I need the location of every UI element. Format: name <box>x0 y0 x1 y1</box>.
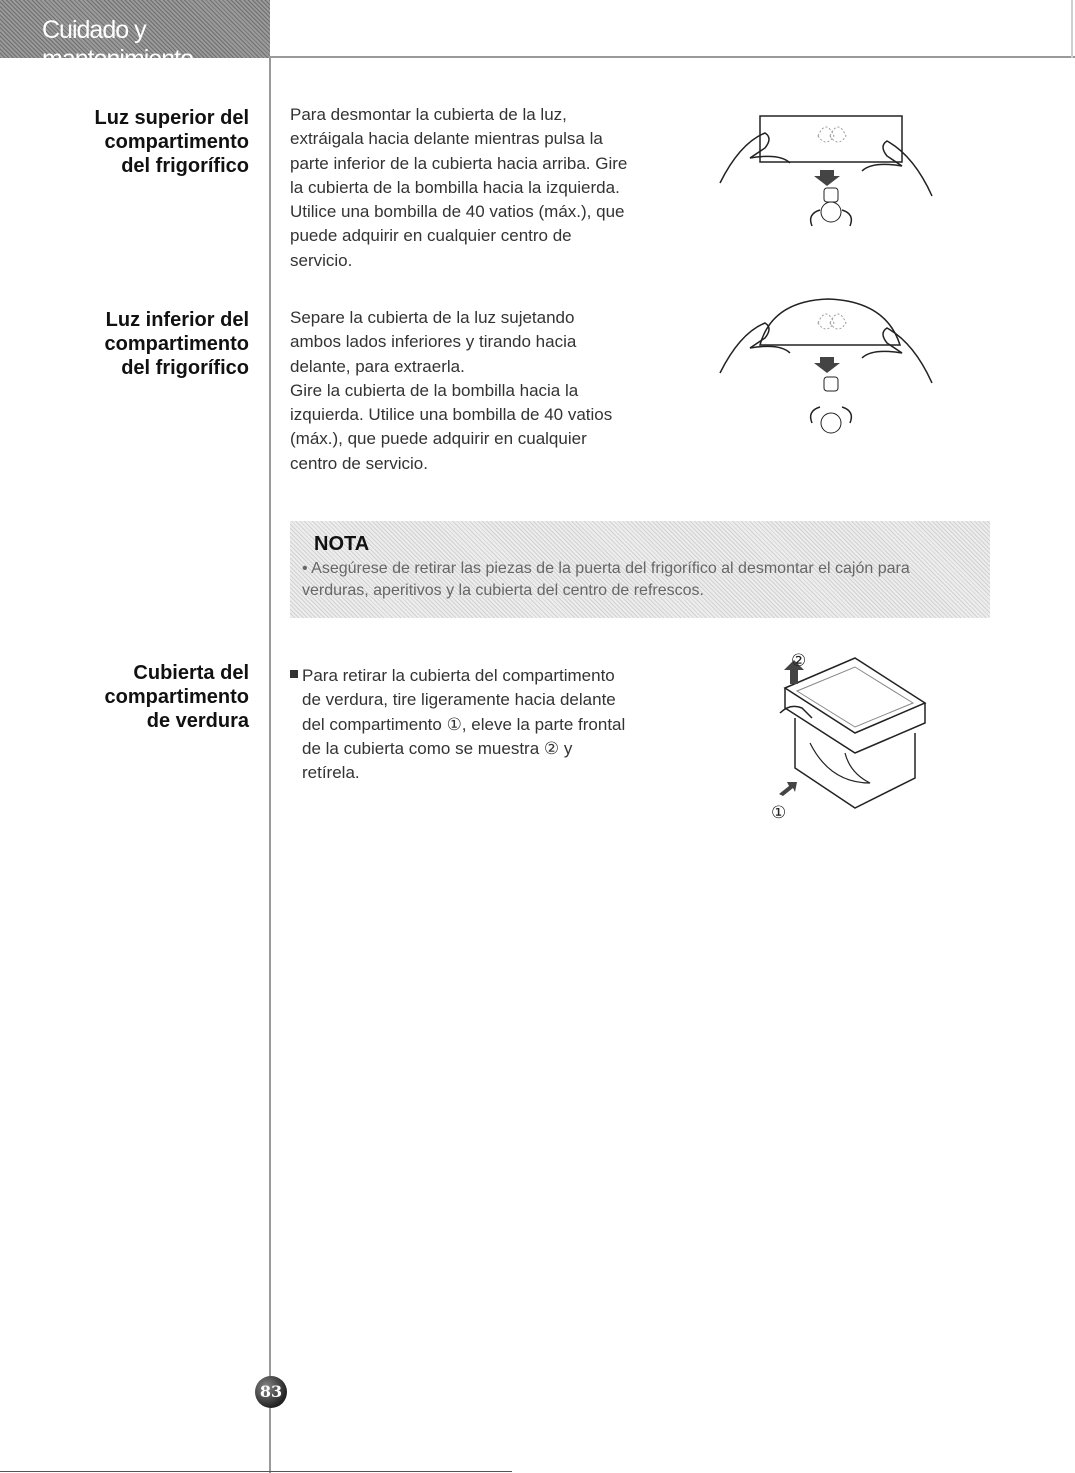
section-title-vegetable-cover: Cubierta del compartimento de verdura <box>104 662 249 732</box>
step-2-label: ② <box>791 651 807 671</box>
section-title-lower-light: Luz inferior del compartimento del frigorífico <box>104 309 249 379</box>
bullet-marker <box>290 670 298 678</box>
section-body-upper-light: Para desmontar la cubierta de la luz, extráigala hacia delante mientras pulsa la parte inferior de la cubierta hacia arriba. Gire la cubierta de la bombilla hacia la izquierda. Utilice una bombilla de 40 vatios (máx.), que puede adquirir en cualquier centro de servicio. <box>290 105 628 270</box>
lower-light-cover-illustration <box>700 295 940 445</box>
vegetable-cover-illustration <box>755 648 940 823</box>
column-divider <box>269 58 271 1473</box>
header-edge <box>1071 0 1073 58</box>
section-header-title: Cuidado y mantenimiento <box>42 16 193 73</box>
section-header-tab <box>0 0 270 73</box>
note-box <box>290 521 990 618</box>
note-text: • Asegúrese de retirar las piezas de la puerta del frigorífico al desmontar el cajón para verduras, aperitivos y la cubierta del centro de refrescos. <box>302 560 910 599</box>
section-body-lower-light: Separe la cubierta de la luz sujetando ambos lados inferiores y tirando hacia delante, para extraerla. Gire la cubierta de la bombilla hacia la izquierda. Utilice una bombilla de 40 vatios (máx.), que puede adquirir en cualquier centro de servicio. <box>290 308 613 473</box>
note-title: NOTA <box>314 533 370 555</box>
header-divider <box>270 56 1075 58</box>
bottom-divider <box>0 1471 512 1472</box>
page-number-badge: 83 <box>255 1376 287 1408</box>
section-title-upper-light: Luz superior del compartimento del frigorífico <box>94 107 249 177</box>
section-body-vegetable-cover: Para retirar la cubierta del compartimento de verdura, tire ligeramente hacia delante del compartimento ①, eleve la parte frontal de la cubierta como se muestra ② y retírela. <box>302 666 626 783</box>
upper-light-cover-illustration <box>700 108 940 258</box>
step-1-label: ① <box>771 803 787 823</box>
